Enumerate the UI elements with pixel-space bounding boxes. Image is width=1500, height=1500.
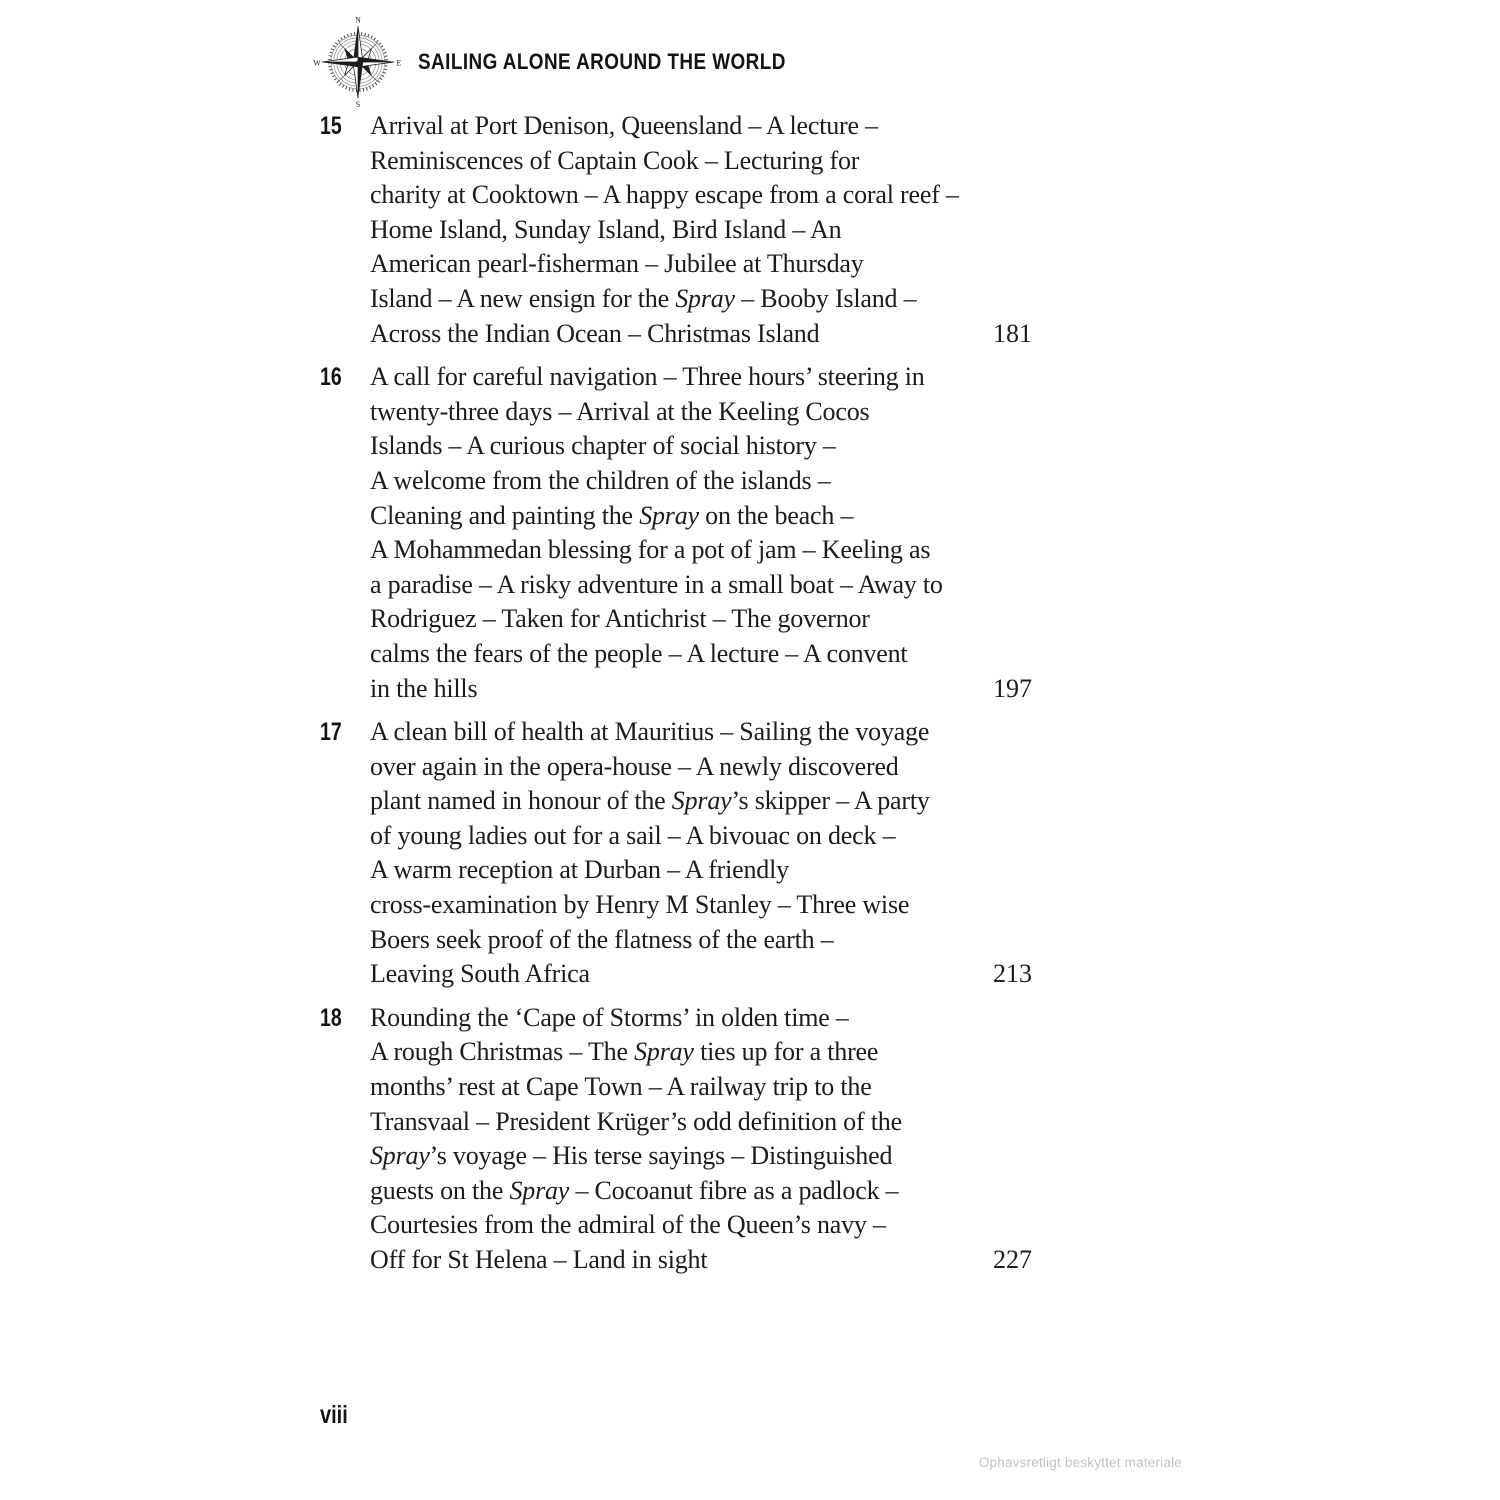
summary-line-text: Islands – A curious chapter of social history – [370,431,836,461]
summary-line-text: Cleaning and painting the Spray on the beach – [370,500,854,530]
summary-line [370,109,1032,144]
chapter-page-number: 181 [993,318,1032,348]
summary-line-text: Courtesies from the admiral of the Queen’s navy – [370,1210,886,1240]
summary-line [370,1139,1032,1174]
toc-entry [320,1001,1032,1278]
chapter-summary [370,1001,1032,1278]
chapter-page-number: 227 [993,1245,1032,1274]
summary-line-text: a paradise – A risky adventure in a small boat – Away to [370,569,943,599]
summary-line-text: A welcome from the children of the islands – [370,465,831,495]
summary-line-text: charity at Cooktown – A happy escape from a coral reef – [370,180,959,210]
summary-line-text: over again in the opera-house – A newly discovered [370,751,899,781]
toc-entry [320,109,1032,351]
summary-line [370,923,1032,958]
summary-line-text: A Mohammedan blessing for a pot of jam – Keeling as [370,535,931,565]
summary-line [370,533,1032,568]
summary-line-text: Reminiscences of Captain Cook – Lecturing for [370,145,860,175]
summary-line [370,429,1032,464]
summary-line-text: of young ladies out for a sail – A bivouac on deck – [370,820,896,850]
summary-line-text: Island – A new ensign for the Spray – Booby Island – [370,283,917,313]
summary-line-text: Rounding the ‘Cape of Storms’ in olden time – [370,1002,849,1032]
summary-line [370,464,1032,499]
summary-line [370,784,1032,819]
chapter-page-number: 213 [993,959,1032,989]
summary-line [370,213,1032,248]
summary-line-text: Leaving South Africa [370,959,590,989]
summary-line [370,1174,1032,1209]
page-header [312,14,846,110]
summary-line [370,317,1032,352]
compass-label-south: S [355,100,361,110]
summary-line-text: Transvaal – President Krüger’s odd definition of the [370,1106,902,1136]
summary-line [370,178,1032,213]
summary-line-text: plant named in honour of the Spray’s skipper – A party [370,786,930,816]
summary-line-text: Across the Indian Ocean – Christmas Island [370,318,820,348]
summary-line [370,602,1032,637]
copyright-notice: Ophavsretligt beskyttet materiale [978,1455,1182,1470]
summary-line [370,1208,1032,1243]
summary-line [370,568,1032,603]
summary-line [370,1070,1032,1105]
summary-line [370,1105,1032,1140]
summary-line-text: Boers seek proof of the flatness of the earth – [370,924,834,954]
summary-line-text: A rough Christmas – The Spray ties up for a three [370,1037,879,1067]
summary-line [370,750,1032,785]
summary-line-text: Off for St Helena – Land in sight [370,1245,708,1274]
summary-line [370,888,1032,923]
summary-line-text: Spray’s voyage – His terse sayings – Distinguished [370,1141,893,1171]
summary-line-text: Home Island, Sunday Island, Bird Island – An [370,214,842,244]
toc [320,109,1032,1287]
summary-line [370,1001,1032,1036]
summary-line [370,499,1032,534]
summary-line-text: Rodriguez – Taken for Antichrist – The governor [370,604,870,634]
summary-line-text: in the hills [370,673,478,703]
compass-label-north: N [355,15,361,25]
summary-line [370,360,1032,395]
book-title: SAILING ALONE AROUND THE WORLD [418,49,786,74]
chapter-summary [370,360,1032,706]
summary-line [370,853,1032,888]
chapter-number: 16 [320,363,342,392]
summary-line [370,957,1032,992]
chapter-number: 15 [320,112,342,140]
toc-entry [320,715,1032,992]
chapter-page-number: 197 [993,673,1032,703]
chapter-summary [370,109,1032,351]
summary-line-text: calms the fears of the people – A lecture – A convent [370,638,908,668]
summary-line [370,637,1032,672]
chapter-number: 18 [320,1003,342,1032]
summary-line [370,1243,1032,1278]
summary-line [370,715,1032,750]
summary-line-text: A clean bill of health at Mauritius – Sailing the voyage [370,717,930,747]
chapter-summary [370,715,1032,992]
summary-line [370,395,1032,430]
summary-line-text: Arrival at Port Denison, Queensland – A lecture – [370,111,878,140]
summary-line [370,819,1032,854]
summary-line-text: guests on the Spray – Cocoanut fibre as a padlock – [370,1175,899,1205]
summary-line-text: A warm reception at Durban – A friendly [370,855,789,885]
summary-line-text: A call for careful navigation – Three hours’ steering in [370,362,925,392]
summary-line [370,282,1032,317]
summary-line-text: American pearl-fisherman – Jubilee at Thursday [370,249,864,279]
compass-rose-icon [312,14,404,110]
chapter-number: 17 [320,718,342,747]
summary-line [370,672,1032,707]
summary-line [370,1035,1032,1070]
summary-line [370,247,1032,282]
summary-line-text: twenty-three days – Arrival at the Keeling Cocos [370,396,870,426]
toc-entry [320,360,1032,706]
folio-page-number: viii [320,1401,348,1429]
summary-line-text: cross-examination by Henry M Stanley – Three wise [370,890,910,920]
compass-label-west: W [313,58,321,68]
compass-label-east: E [396,58,402,68]
summary-line [370,144,1032,179]
summary-line-text: months’ rest at Cape Town – A railway trip to the [370,1072,872,1102]
